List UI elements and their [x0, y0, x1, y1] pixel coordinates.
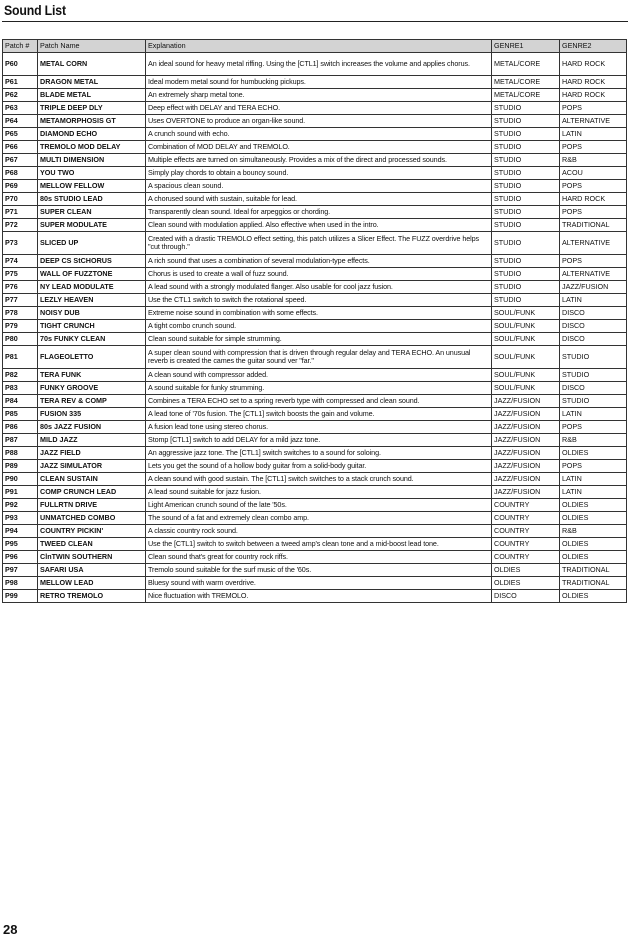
genre1-cell: COUNTRY	[492, 499, 560, 512]
explanation-cell: An aggressive jazz tone. The [CTL1] switch switches to a sound for soloing.	[146, 447, 492, 460]
table-row	[3, 232, 627, 255]
patch-name-cell: METAL CORN	[38, 53, 146, 76]
genre2-cell: TRADITIONAL	[560, 219, 627, 232]
patch-name-cell: TERA FUNK	[38, 369, 146, 382]
explanation-cell: Nice fluctuation with TREMOLO.	[146, 590, 492, 603]
patch-name-cell: LEZLY HEAVEN	[38, 294, 146, 307]
patch-name-cell: ClnTWIN SOUTHERN	[38, 551, 146, 564]
patch-number-cell: P74	[3, 255, 38, 268]
explanation-cell: A lead sound with a strongly modulated flanger. Also usable for cool jazz fusion.	[146, 281, 492, 294]
patch-number-cell: P95	[3, 538, 38, 551]
table-row	[3, 486, 627, 499]
table-row	[3, 421, 627, 434]
genre1-cell: STUDIO	[492, 281, 560, 294]
table-row	[3, 382, 627, 395]
explanation-cell: Bluesy sound with warm overdrive.	[146, 577, 492, 590]
patch-number-cell: P78	[3, 307, 38, 320]
patch-name-cell: DEEP CS StCHORUS	[38, 255, 146, 268]
patch-name-cell: MULTI DIMENSION	[38, 154, 146, 167]
patch-number-cell: P90	[3, 473, 38, 486]
table-row	[3, 320, 627, 333]
table-row	[3, 206, 627, 219]
table-row	[3, 346, 627, 369]
table-row	[3, 525, 627, 538]
patch-number-cell: P96	[3, 551, 38, 564]
patch-number-cell: P92	[3, 499, 38, 512]
patch-number-cell: P68	[3, 167, 38, 180]
patch-number-cell: P91	[3, 486, 38, 499]
genre1-cell: COUNTRY	[492, 525, 560, 538]
explanation-cell: A clean sound with compressor added.	[146, 369, 492, 382]
patch-name-cell: NOISY DUB	[38, 307, 146, 320]
genre2-cell: STUDIO	[560, 395, 627, 408]
patch-number-cell: P89	[3, 460, 38, 473]
genre1-cell: JAZZ/FUSION	[492, 434, 560, 447]
table-row	[3, 434, 627, 447]
patch-number-cell: P72	[3, 219, 38, 232]
genre2-cell: LATIN	[560, 294, 627, 307]
patch-number-cell: P94	[3, 525, 38, 538]
patch-name-cell: NY LEAD MODULATE	[38, 281, 146, 294]
patch-number-cell: P73	[3, 232, 38, 255]
genre2-cell: TRADITIONAL	[560, 577, 627, 590]
genre2-cell: R&B	[560, 525, 627, 538]
explanation-cell: A rich sound that uses a combination of several modulation-type effects.	[146, 255, 492, 268]
patch-name-cell: MELLOW LEAD	[38, 577, 146, 590]
explanation-cell: Combination of MOD DELAY and TREMOLO.	[146, 141, 492, 154]
genre2-cell: OLDIES	[560, 447, 627, 460]
genre1-cell: OLDIES	[492, 564, 560, 577]
table-row	[3, 590, 627, 603]
patch-name-cell: UNMATCHED COMBO	[38, 512, 146, 525]
genre2-cell: OLDIES	[560, 499, 627, 512]
table-row	[3, 76, 627, 89]
genre2-cell: ALTERNATIVE	[560, 115, 627, 128]
header-genre2: GENRE2	[560, 40, 627, 53]
explanation-cell: Created with a drastic TREMOLO effect setting, this patch utilizes a Slicer Effect. The FUZZ overdrive helps "cut through."	[146, 232, 492, 255]
genre1-cell: STUDIO	[492, 294, 560, 307]
patch-name-cell: 80s STUDIO LEAD	[38, 193, 146, 206]
page-header	[2, 0, 628, 22]
genre1-cell: METAL/CORE	[492, 76, 560, 89]
table-row	[3, 268, 627, 281]
explanation-cell: Clean sound suitable for simple strumming.	[146, 333, 492, 346]
patch-name-cell: DIAMOND ECHO	[38, 128, 146, 141]
patch-name-cell: RETRO TREMOLO	[38, 590, 146, 603]
explanation-cell: Tremolo sound suitable for the surf music of the '60s.	[146, 564, 492, 577]
explanation-cell: Transparently clean sound. Ideal for arpeggios or chording.	[146, 206, 492, 219]
table-row	[3, 408, 627, 421]
explanation-cell: A classic country rock sound.	[146, 525, 492, 538]
genre2-cell: R&B	[560, 434, 627, 447]
patch-number-cell: P88	[3, 447, 38, 460]
table-row	[3, 551, 627, 564]
table-row	[3, 499, 627, 512]
patch-number-cell: P66	[3, 141, 38, 154]
table-row	[3, 369, 627, 382]
table-row	[3, 473, 627, 486]
genre2-cell: HARD ROCK	[560, 76, 627, 89]
patch-number-cell: P98	[3, 577, 38, 590]
genre2-cell: TRADITIONAL	[560, 564, 627, 577]
explanation-cell: The sound of a fat and extremely clean combo amp.	[146, 512, 492, 525]
genre1-cell: SOUL/FUNK	[492, 369, 560, 382]
patch-number-cell: P71	[3, 206, 38, 219]
genre1-cell: JAZZ/FUSION	[492, 460, 560, 473]
patch-name-cell: FULLRTN DRIVE	[38, 499, 146, 512]
patch-number-cell: P81	[3, 346, 38, 369]
patch-number-cell: P97	[3, 564, 38, 577]
patch-name-cell: WALL OF FUZZTONE	[38, 268, 146, 281]
genre1-cell: STUDIO	[492, 141, 560, 154]
genre2-cell: HARD ROCK	[560, 53, 627, 76]
explanation-cell: Combines a TERA ECHO set to a spring reverb type with compressed and clean sound.	[146, 395, 492, 408]
genre1-cell: STUDIO	[492, 167, 560, 180]
sound-list-table	[2, 39, 627, 603]
genre2-cell: ALTERNATIVE	[560, 232, 627, 255]
patch-number-cell: P87	[3, 434, 38, 447]
genre2-cell: POPS	[560, 180, 627, 193]
table-row	[3, 180, 627, 193]
explanation-cell: Lets you get the sound of a hollow body guitar from a solid-body guitar.	[146, 460, 492, 473]
explanation-cell: A super clean sound with compression that is driven through regular delay and TERA ECHO. An unusual reverb is created the cames the guitar sound ver "far."	[146, 346, 492, 369]
table-row	[3, 333, 627, 346]
header-explanation: Explanation	[146, 40, 492, 53]
explanation-cell: A crunch sound with echo.	[146, 128, 492, 141]
genre1-cell: STUDIO	[492, 102, 560, 115]
genre1-cell: COUNTRY	[492, 538, 560, 551]
genre1-cell: JAZZ/FUSION	[492, 486, 560, 499]
genre2-cell: POPS	[560, 141, 627, 154]
genre2-cell: POPS	[560, 460, 627, 473]
patch-number-cell: P93	[3, 512, 38, 525]
genre1-cell: JAZZ/FUSION	[492, 421, 560, 434]
patch-name-cell: 70s FUNKY CLEAN	[38, 333, 146, 346]
table-row	[3, 294, 627, 307]
genre2-cell: JAZZ/FUSION	[560, 281, 627, 294]
explanation-cell: Stomp [CTL1] switch to add DELAY for a mild jazz tone.	[146, 434, 492, 447]
genre2-cell: DISCO	[560, 382, 627, 395]
header-patch-name: Patch Name	[38, 40, 146, 53]
genre2-cell: LATIN	[560, 128, 627, 141]
patch-number-cell: P86	[3, 421, 38, 434]
genre2-cell: DISCO	[560, 307, 627, 320]
explanation-cell: A clean sound with good sustain. The [CTL1] switch switches to a stack crunch sound.	[146, 473, 492, 486]
patch-number-cell: P70	[3, 193, 38, 206]
patch-number-cell: P60	[3, 53, 38, 76]
patch-name-cell: METAMORPHOSIS GT	[38, 115, 146, 128]
patch-name-cell: COMP CRUNCH LEAD	[38, 486, 146, 499]
table-row	[3, 307, 627, 320]
genre2-cell: DISCO	[560, 333, 627, 346]
patch-name-cell: SUPER MODULATE	[38, 219, 146, 232]
patch-number-cell: P67	[3, 154, 38, 167]
patch-number-cell: P85	[3, 408, 38, 421]
patch-number-cell: P76	[3, 281, 38, 294]
explanation-cell: A spacious clean sound.	[146, 180, 492, 193]
patch-name-cell: SAFARI USA	[38, 564, 146, 577]
explanation-cell: Simply play chords to obtain a bouncy sound.	[146, 167, 492, 180]
patch-name-cell: DRAGON METAL	[38, 76, 146, 89]
table-row	[3, 460, 627, 473]
page-number: 28	[3, 922, 18, 937]
table-row	[3, 281, 627, 294]
table-row	[3, 193, 627, 206]
explanation-cell: Uses OVERTONE to produce an organ-like sound.	[146, 115, 492, 128]
genre1-cell: JAZZ/FUSION	[492, 447, 560, 460]
genre1-cell: METAL/CORE	[492, 89, 560, 102]
genre2-cell: ACOU	[560, 167, 627, 180]
explanation-cell: Ideal modern metal sound for humbucking pickups.	[146, 76, 492, 89]
explanation-cell: A tight combo crunch sound.	[146, 320, 492, 333]
genre1-cell: SOUL/FUNK	[492, 346, 560, 369]
patch-number-cell: P69	[3, 180, 38, 193]
table-row	[3, 447, 627, 460]
patch-name-cell: BLADE METAL	[38, 89, 146, 102]
patch-name-cell: FUSION 335	[38, 408, 146, 421]
genre1-cell: STUDIO	[492, 255, 560, 268]
genre1-cell: STUDIO	[492, 180, 560, 193]
table-body	[3, 53, 627, 603]
patch-name-cell: JAZZ FIELD	[38, 447, 146, 460]
table-row	[3, 395, 627, 408]
genre1-cell: JAZZ/FUSION	[492, 473, 560, 486]
explanation-cell: A fusion lead tone using stereo chorus.	[146, 421, 492, 434]
table-row	[3, 564, 627, 577]
patch-name-cell: FLAGEOLETTO	[38, 346, 146, 369]
genre1-cell: METAL/CORE	[492, 53, 560, 76]
table-row	[3, 512, 627, 525]
genre1-cell: STUDIO	[492, 268, 560, 281]
explanation-cell: A lead sound suitable for jazz fusion.	[146, 486, 492, 499]
genre2-cell: POPS	[560, 421, 627, 434]
patch-number-cell: P82	[3, 369, 38, 382]
genre1-cell: STUDIO	[492, 128, 560, 141]
patch-number-cell: P80	[3, 333, 38, 346]
genre2-cell: LATIN	[560, 408, 627, 421]
genre1-cell: JAZZ/FUSION	[492, 408, 560, 421]
explanation-cell: Deep effect with DELAY and TERA ECHO.	[146, 102, 492, 115]
genre2-cell: R&B	[560, 154, 627, 167]
genre1-cell: SOUL/FUNK	[492, 307, 560, 320]
patch-number-cell: P99	[3, 590, 38, 603]
patch-number-cell: P83	[3, 382, 38, 395]
table-header	[3, 40, 627, 53]
genre1-cell: STUDIO	[492, 219, 560, 232]
patch-number-cell: P65	[3, 128, 38, 141]
patch-number-cell: P77	[3, 294, 38, 307]
genre2-cell: POPS	[560, 206, 627, 219]
genre2-cell: POPS	[560, 255, 627, 268]
table-row	[3, 154, 627, 167]
genre2-cell: OLDIES	[560, 538, 627, 551]
patch-name-cell: 80s JAZZ FUSION	[38, 421, 146, 434]
patch-name-cell: TIGHT CRUNCH	[38, 320, 146, 333]
explanation-cell: A chorused sound with sustain, suitable for lead.	[146, 193, 492, 206]
genre1-cell: COUNTRY	[492, 551, 560, 564]
table-row	[3, 115, 627, 128]
header-row	[3, 40, 627, 53]
patch-name-cell: SUPER CLEAN	[38, 206, 146, 219]
patch-name-cell: TRIPLE DEEP DLY	[38, 102, 146, 115]
patch-name-cell: FUNKY GROOVE	[38, 382, 146, 395]
patch-number-cell: P64	[3, 115, 38, 128]
genre1-cell: STUDIO	[492, 193, 560, 206]
patch-number-cell: P62	[3, 89, 38, 102]
page-title: Sound List	[4, 2, 66, 18]
patch-name-cell: MELLOW FELLOW	[38, 180, 146, 193]
table-row	[3, 128, 627, 141]
genre1-cell: STUDIO	[492, 115, 560, 128]
patch-name-cell: YOU TWO	[38, 167, 146, 180]
genre1-cell: COUNTRY	[492, 512, 560, 525]
header-patch-number: Patch #	[3, 40, 38, 53]
genre1-cell: DISCO	[492, 590, 560, 603]
genre1-cell: SOUL/FUNK	[492, 382, 560, 395]
table-row	[3, 167, 627, 180]
genre2-cell: HARD ROCK	[560, 193, 627, 206]
patch-number-cell: P84	[3, 395, 38, 408]
table-row	[3, 102, 627, 115]
genre2-cell: OLDIES	[560, 590, 627, 603]
genre2-cell: OLDIES	[560, 512, 627, 525]
genre2-cell: DISCO	[560, 320, 627, 333]
patch-name-cell: MILD JAZZ	[38, 434, 146, 447]
table-row	[3, 577, 627, 590]
table-row	[3, 141, 627, 154]
table-row	[3, 89, 627, 102]
patch-name-cell: CLEAN SUSTAIN	[38, 473, 146, 486]
explanation-cell: Extreme noise sound in combination with some effects.	[146, 307, 492, 320]
genre2-cell: ALTERNATIVE	[560, 268, 627, 281]
patch-name-cell: SLICED UP	[38, 232, 146, 255]
patch-number-cell: P63	[3, 102, 38, 115]
explanation-cell: Clean sound that's great for country rock riffs.	[146, 551, 492, 564]
patch-name-cell: TERA REV & COMP	[38, 395, 146, 408]
genre2-cell: OLDIES	[560, 551, 627, 564]
explanation-cell: Clean sound with modulation applied. Also effective when used in the intro.	[146, 219, 492, 232]
explanation-cell: An ideal sound for heavy metal riffing. Using the [CTL1] switch increases the volume and applies chorus.	[146, 53, 492, 76]
patch-name-cell: JAZZ SIMULATOR	[38, 460, 146, 473]
patch-name-cell: TWEED CLEAN	[38, 538, 146, 551]
patch-number-cell: P75	[3, 268, 38, 281]
genre1-cell: STUDIO	[492, 232, 560, 255]
genre1-cell: OLDIES	[492, 577, 560, 590]
explanation-cell: Chorus is used to create a wall of fuzz sound.	[146, 268, 492, 281]
genre1-cell: JAZZ/FUSION	[492, 395, 560, 408]
explanation-cell: A lead tone of '70s fusion. The [CTL1] switch boosts the gain and volume.	[146, 408, 492, 421]
genre1-cell: STUDIO	[492, 206, 560, 219]
table-row	[3, 538, 627, 551]
patch-number-cell: P79	[3, 320, 38, 333]
table-row	[3, 255, 627, 268]
genre1-cell: SOUL/FUNK	[492, 320, 560, 333]
explanation-cell: An extremely sharp metal tone.	[146, 89, 492, 102]
genre2-cell: HARD ROCK	[560, 89, 627, 102]
table-row	[3, 219, 627, 232]
explanation-cell: Use the [CTL1] switch to switch between a tweed amp's clean tone and a mid-boost lead tone.	[146, 538, 492, 551]
genre2-cell: STUDIO	[560, 369, 627, 382]
genre1-cell: STUDIO	[492, 154, 560, 167]
table-row	[3, 53, 627, 76]
patch-name-cell: COUNTRY PICKIN'	[38, 525, 146, 538]
genre2-cell: LATIN	[560, 473, 627, 486]
genre2-cell: LATIN	[560, 486, 627, 499]
explanation-cell: Light American crunch sound of the late '50s.	[146, 499, 492, 512]
genre2-cell: POPS	[560, 102, 627, 115]
genre1-cell: SOUL/FUNK	[492, 333, 560, 346]
explanation-cell: A sound suitable for funky strumming.	[146, 382, 492, 395]
header-genre1: GENRE1	[492, 40, 560, 53]
patch-name-cell: TREMOLO MOD DELAY	[38, 141, 146, 154]
genre2-cell: STUDIO	[560, 346, 627, 369]
explanation-cell: Multiple effects are turned on simultaneously. Provides a mix of the direct and processed sounds.	[146, 154, 492, 167]
explanation-cell: Use the CTL1 switch to switch the rotational speed.	[146, 294, 492, 307]
patch-number-cell: P61	[3, 76, 38, 89]
